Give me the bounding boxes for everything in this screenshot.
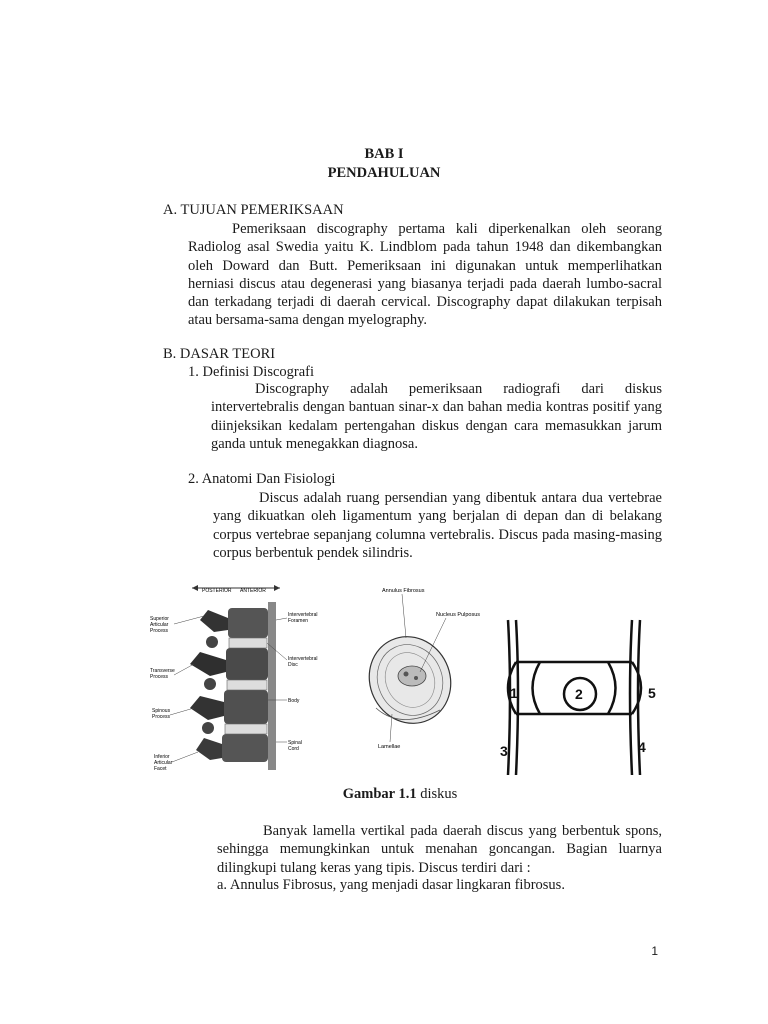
label-annulus-fibrosus: Annulus Fibrosus <box>382 588 425 594</box>
subsection-2-heading: 2. Anatomi Dan Fisiologi <box>188 471 336 487</box>
svg-text:Superior: Superior <box>150 616 169 622</box>
svg-text:Cord: Cord <box>288 746 299 752</box>
svg-text:Intervertebral: Intervertebral <box>288 612 318 618</box>
label-anterior: ANTERIOR <box>240 588 266 594</box>
svg-text:Disc: Disc <box>288 662 298 668</box>
svg-text:Articular: Articular <box>150 622 169 628</box>
label-4: 4 <box>638 739 646 755</box>
list-item-a: a. Annulus Fibrosus, yang menjadi dasar lingkaran fibrosus. <box>217 877 565 893</box>
svg-text:Body: Body <box>288 698 300 704</box>
label-nucleus-pulposus: Nucleus Pulposus <box>436 612 481 618</box>
continuation-paragraph: Banyak lamella vertikal pada daerah discus yang berbentuk spons, sehingga memungkinkan untuk menahan goncangan. Bagian luarnya dilingkupi tulang keras yang tipis. Discus terdiri dari : <box>217 823 662 876</box>
page-number: 1 <box>651 944 658 958</box>
svg-text:Process: Process <box>150 674 169 680</box>
svg-text:Transverse: Transverse <box>150 668 175 674</box>
chapter-number: BAB I <box>364 146 404 162</box>
svg-text:Spinal: Spinal <box>288 740 302 746</box>
svg-text:Spinous: Spinous <box>152 708 171 714</box>
chapter-title: PENDAHULUAN <box>327 165 441 181</box>
spine-lateral-diagram <box>150 585 317 772</box>
svg-text:Articular: Articular <box>154 760 173 766</box>
subsection-1-heading: 1. Definisi Discografi <box>188 364 315 380</box>
label-2: 2 <box>575 686 583 702</box>
svg-text:Facet: Facet <box>154 766 167 772</box>
figure-caption: Gambar 1.1 diskus <box>342 786 458 802</box>
disc-cross-section-diagram <box>355 588 480 750</box>
svg-text:Foramen: Foramen <box>288 618 309 624</box>
section-a-heading: A. TUJUAN PEMERIKSAAN <box>163 202 344 218</box>
label-1: 1 <box>510 685 518 701</box>
svg-text:Process: Process <box>150 628 169 634</box>
subsection-1-paragraph: Discography adalah pemeriksaan radiografi dari diskus intervertebralis dengan bantuan sinar-x dan bahan media kontras positif yang diinjeksikan kedalam pertengahan diskus dengan cara memasukkan jarum ganda untuk menegakkan diagnosa. <box>211 381 662 452</box>
label-posterior: POSTERIOR <box>202 588 232 594</box>
svg-text:Intervertebral: Intervertebral <box>288 656 318 662</box>
discus-anatomy-figure <box>150 580 670 780</box>
section-a-paragraph: Pemeriksaan discography pertama kali diperkenalkan oleh seorang Radiolog asal Swedia yaitu K. Lindblom pada tahun 1948 dan dikembangkan oleh Doward dan Butt. Pemeriksaan ini digunakan untuk memperlihatkan herniasi discus atau degenerasi yang biasanya terjadi pada daerah lumbo-sacral dan terkadang terjadi di daerah cervical. Discography dapat dilakukan terpisah atau bersama-sama dengan myelography. <box>188 221 662 329</box>
label-5: 5 <box>648 685 656 701</box>
section-b-heading: B. DASAR TEORI <box>163 346 276 362</box>
label-lamellae: Lamellae <box>378 744 401 750</box>
label-3: 3 <box>500 743 508 759</box>
subsection-2-paragraph: Discus adalah ruang persendian yang dibentuk antara dua vertebrae yang dikuatkan oleh ligamentum yang berjalan di depan dan di belakang corpus vertebrae sepanjang columna vertebralis. Discus pada masing-masing corpus berbentuk pendek silindris. <box>213 490 662 561</box>
svg-text:Inferior: Inferior <box>154 754 170 760</box>
svg-text:Process: Process <box>152 714 171 720</box>
